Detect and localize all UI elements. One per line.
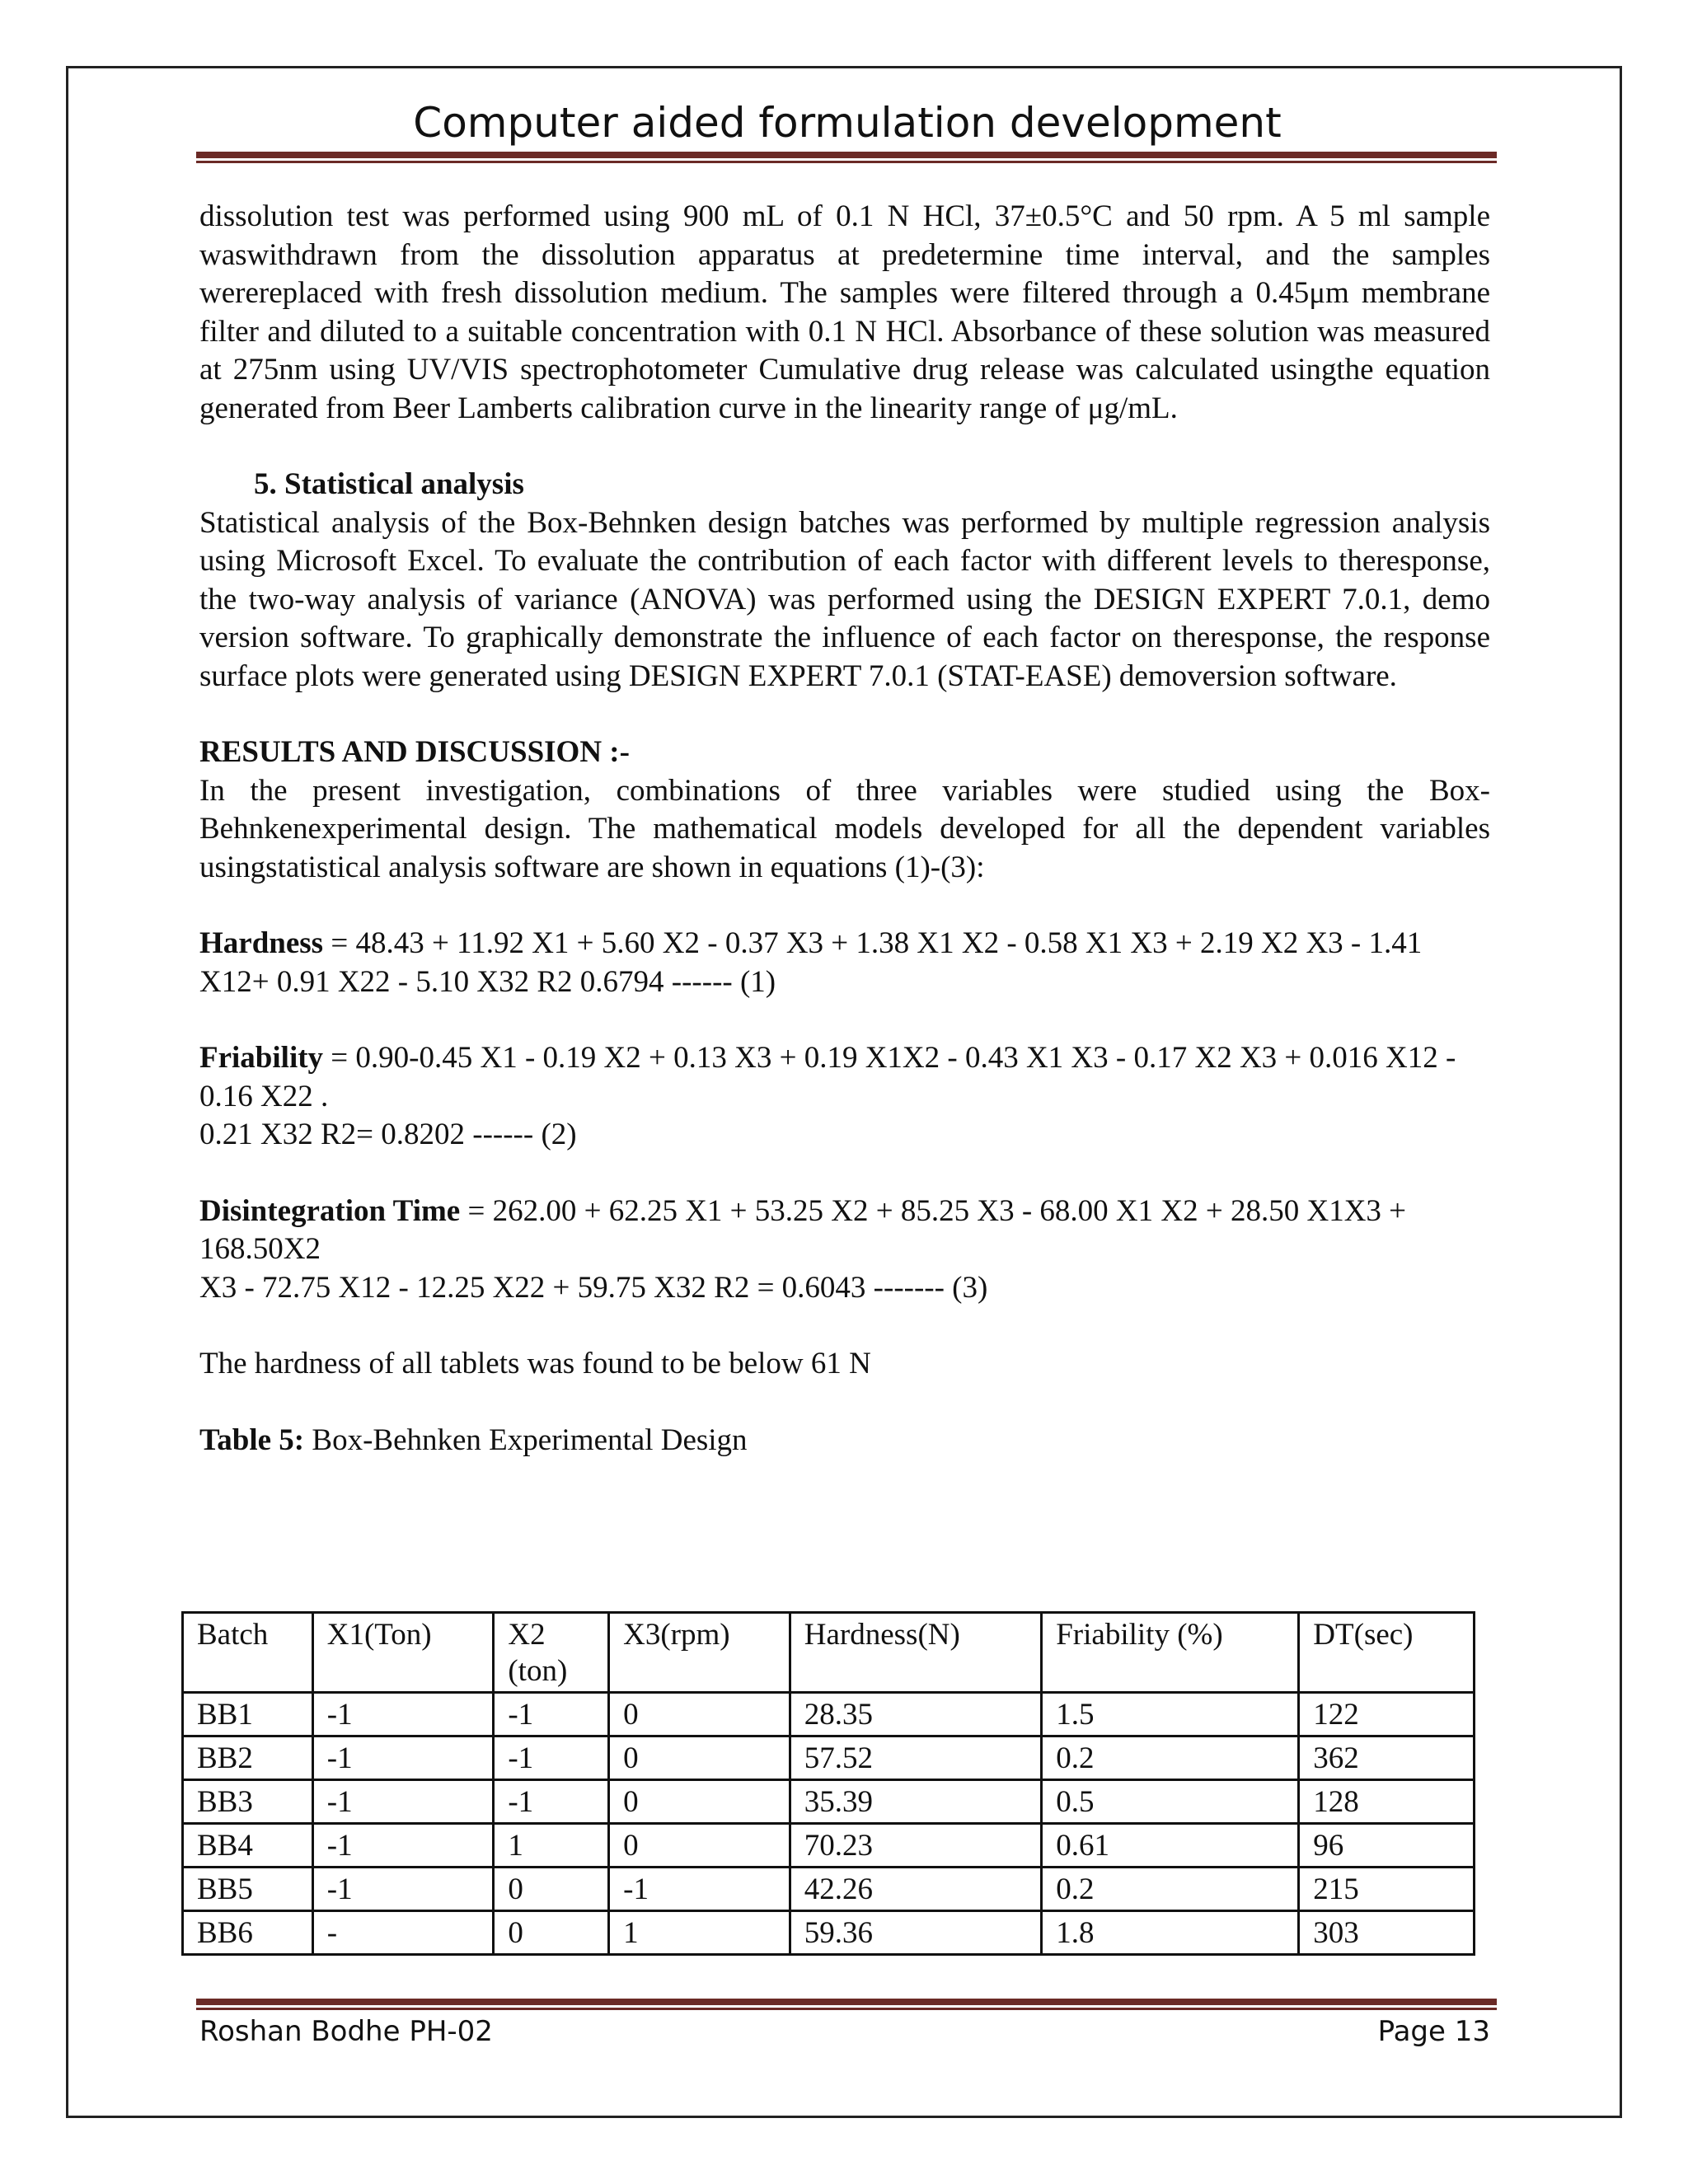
table-cell: 303 xyxy=(1299,1911,1475,1955)
table-cell: -1 xyxy=(494,1693,609,1736)
results-heading: RESULTS AND DISCUSSION :- xyxy=(199,735,630,769)
footer-page-number: Page 13 xyxy=(1377,2015,1490,2048)
table-cell: 28.35 xyxy=(790,1693,1041,1736)
table-cell: 96 xyxy=(1299,1824,1475,1868)
table-cell: 0 xyxy=(609,1824,790,1868)
table-cell: 362 xyxy=(1299,1736,1475,1780)
table-header-cell: Friability (%) xyxy=(1042,1613,1299,1693)
table-header-cell: Batch xyxy=(183,1613,313,1693)
hardness-equation-text: = 48.43 + 11.92 X1 + 5.60 X2 - 0.37 X3 + 1.38 X1 X2 - 0.58 X1 X3 + 2.19 X2 X3 - 1.41 X12+ 0.91 X22 - 5.10 X32 R2 0.6794 ------ (1) xyxy=(199,926,1423,999)
table-cell: - xyxy=(312,1911,494,1955)
table-cell: BB1 xyxy=(183,1693,313,1736)
table-caption-label: Table 5: xyxy=(199,1422,305,1457)
table-caption-text: Box-Behnken Experimental Design xyxy=(304,1422,748,1457)
table-cell: -1 xyxy=(312,1824,494,1868)
table-cell: -1 xyxy=(609,1868,790,1911)
table-cell: 70.23 xyxy=(790,1824,1041,1868)
friability-equation-line2: 0.21 X32 R2= 0.8202 ------ (2) xyxy=(199,1118,577,1151)
page-header-title: Computer aided formulation development xyxy=(413,99,1282,147)
table-cell: 215 xyxy=(1299,1868,1475,1911)
table-cell: BB2 xyxy=(183,1736,313,1780)
dissolution-paragraph: dissolution test was performed using 900 mL of 0.1 N HCl, 37±0.5°C and 50 rpm. A 5 ml sample waswithdrawn from the dissolution apparatus at predetermine time interval, and the samples werereplaced with fresh dissolution medium. The samples were filtered through a 0.45μm membrane filter and diluted to a suitable concentration with 0.1 N HCl. Absorbance of these solution was measured at 275nm using UV/VIS spectrophotometer Cumulative drug release was calculated usingthe equation generated from Beer Lamberts calibration curve in the linearity range of μg/mL. xyxy=(199,199,1490,425)
table-cell: BB6 xyxy=(183,1911,313,1955)
table-cell: -1 xyxy=(312,1780,494,1824)
table-header-row xyxy=(183,1613,1475,1693)
dt-equation-text: = 262.00 + 62.25 X1 + 53.25 X2 + 85.25 X3 - 68.00 X1 X2 + 28.50 X1X3 + 168.50X2 xyxy=(199,1193,1407,1266)
document-body xyxy=(199,198,1490,1460)
table-cell: 0 xyxy=(494,1868,609,1911)
table-cell: -1 xyxy=(312,1868,494,1911)
table-cell: -1 xyxy=(312,1693,494,1736)
table-row xyxy=(183,1693,1475,1736)
table-cell: 0.2 xyxy=(1042,1736,1299,1780)
table-row xyxy=(183,1780,1475,1824)
table-row xyxy=(183,1736,1475,1780)
table-cell: 1 xyxy=(609,1911,790,1955)
table-cell: -1 xyxy=(312,1736,494,1780)
table-cell: 1.8 xyxy=(1042,1911,1299,1955)
friability-equation xyxy=(199,1039,1490,1116)
table-cell: 0 xyxy=(609,1693,790,1736)
table-header-cell: Hardness(N) xyxy=(790,1613,1041,1693)
table-cell: BB4 xyxy=(183,1824,313,1868)
table-header-cell: X3(rpm) xyxy=(609,1613,790,1693)
table-row xyxy=(183,1824,1475,1868)
dt-equation xyxy=(199,1193,1490,1269)
table-cell: -1 xyxy=(494,1780,609,1824)
box-behnken-table xyxy=(181,1611,1475,1956)
table-cell: 0 xyxy=(494,1911,609,1955)
footer-author: Roshan Bodhe PH-02 xyxy=(199,2015,493,2048)
table-cell: 0.61 xyxy=(1042,1824,1299,1868)
table-cell: 128 xyxy=(1299,1780,1475,1824)
table-header-cell: X2 (ton) xyxy=(494,1613,609,1693)
friability-equation-label: Friability xyxy=(199,1041,324,1075)
table-caption xyxy=(199,1422,1490,1460)
friability-equation-text: = 0.90-0.45 X1 - 0.19 X2 + 0.13 X3 + 0.19 X1X2 - 0.43 X1 X3 - 0.17 X2 X3 + 0.016 X12 - 0.16 X22 . xyxy=(199,1041,1456,1113)
table-cell: 35.39 xyxy=(790,1780,1041,1824)
table-cell: 122 xyxy=(1299,1693,1475,1736)
table-cell: 0.5 xyxy=(1042,1780,1299,1824)
section-heading-statistical-analysis: 5. Statistical analysis xyxy=(254,467,524,501)
results-paragraph: In the present investigation, combinations of three variables were studied using the Box-Behnkenexperimental design. The mathematical models developed for all the dependent variables usingstatistical analysis software are shown in equations (1)-(3): xyxy=(199,773,1490,884)
table-cell: 0.2 xyxy=(1042,1868,1299,1911)
hardness-equation xyxy=(199,925,1490,1001)
table-row xyxy=(183,1868,1475,1911)
table-cell: 57.52 xyxy=(790,1736,1041,1780)
footer-rule xyxy=(196,1999,1497,2010)
hardness-equation-label: Hardness xyxy=(199,926,324,960)
table-cell: BB3 xyxy=(183,1780,313,1824)
table-header-cell: DT(sec) xyxy=(1299,1613,1475,1693)
statistical-analysis-paragraph: Statistical analysis of the Box-Behnken design batches was performed by multiple regression analysis using Microsoft Excel. To evaluate the contribution of each factor with different levels to theresponse, the two-way analysis of variance (ANOVA) was performed using the DESIGN EXPERT 7.0.1, demo version software. To graphically demonstrate the influence of each factor on theresponse, the response surface plots were generated using DESIGN EXPERT 7.0.1 (STAT-EASE) demoversion software. xyxy=(199,505,1490,693)
table-cell: 1.5 xyxy=(1042,1693,1299,1736)
table-row xyxy=(183,1911,1475,1955)
table-cell: BB5 xyxy=(183,1868,313,1911)
header-rule xyxy=(196,152,1497,163)
dt-equation-label: Disintegration Time xyxy=(199,1193,461,1228)
dt-equation-line2: X3 - 72.75 X12 - 12.25 X22 + 59.75 X32 R2 = 0.6043 ------- (3) xyxy=(199,1270,988,1305)
table-cell: 0 xyxy=(609,1780,790,1824)
table-cell: 1 xyxy=(494,1824,609,1868)
hardness-note: The hardness of all tablets was found to be below 61 N xyxy=(199,1347,871,1380)
table-cell: 42.26 xyxy=(790,1868,1041,1911)
table-cell: -1 xyxy=(494,1736,609,1780)
table-header-cell: X1(Ton) xyxy=(312,1613,494,1693)
table-cell: 59.36 xyxy=(790,1911,1041,1955)
table-cell: 0 xyxy=(609,1736,790,1780)
